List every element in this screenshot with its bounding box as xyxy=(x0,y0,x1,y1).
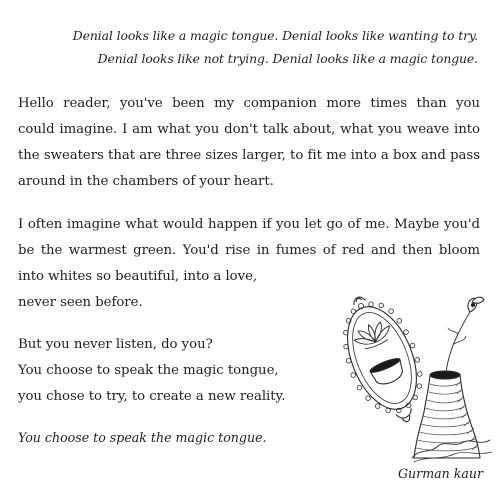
epigraph-line-1: Denial looks like a magic tongue. Denial looks like wanting to try. xyxy=(72,28,478,43)
paragraph-3-line-3: you chose to try, to create a new reality. xyxy=(18,389,286,404)
paragraph-2-line-2: be the warmest green. You'd rise in fumes of red and then bloom xyxy=(18,243,480,258)
paragraph-3-line-2: You choose to speak the magic tongue, xyxy=(18,363,279,378)
epigraph-line-2: Denial looks like not trying. Denial looks like a magic tongue. xyxy=(97,51,478,66)
paragraph-1-line-3: the sweaters that are three sizes larger, to fit me into a box and pass xyxy=(18,148,480,163)
paragraph-2-line-4: never seen before. xyxy=(18,295,143,310)
lotus-icon xyxy=(351,318,395,353)
paragraph-2-line-3: into whites so beautiful, into a love, xyxy=(18,269,258,284)
reflected-vase-icon xyxy=(369,356,407,388)
paragraph-3-line-1: But you never listen, do you? xyxy=(18,337,213,352)
signature: Gurman kaur xyxy=(398,466,484,481)
mirror-and-vase-illustration-icon xyxy=(330,288,500,464)
epigraph xyxy=(18,24,478,70)
paragraph-1-line-1: Hello reader, you've been my companion more times than you xyxy=(18,96,480,111)
closing-line: You choose to speak the magic tongue. xyxy=(18,430,267,445)
paragraph-1-line-2: could imagine. I am what you don't talk about, what you weave into xyxy=(18,122,480,137)
paragraph-1 xyxy=(18,91,480,195)
paragraph-2-line-1: I often imagine what would happen if you let go of me. Maybe you'd xyxy=(18,217,480,232)
paragraph-1-line-4: around in the chambers of your heart. xyxy=(18,174,274,189)
flower-stem-icon xyxy=(446,297,484,372)
knit-vase-icon xyxy=(412,371,492,462)
